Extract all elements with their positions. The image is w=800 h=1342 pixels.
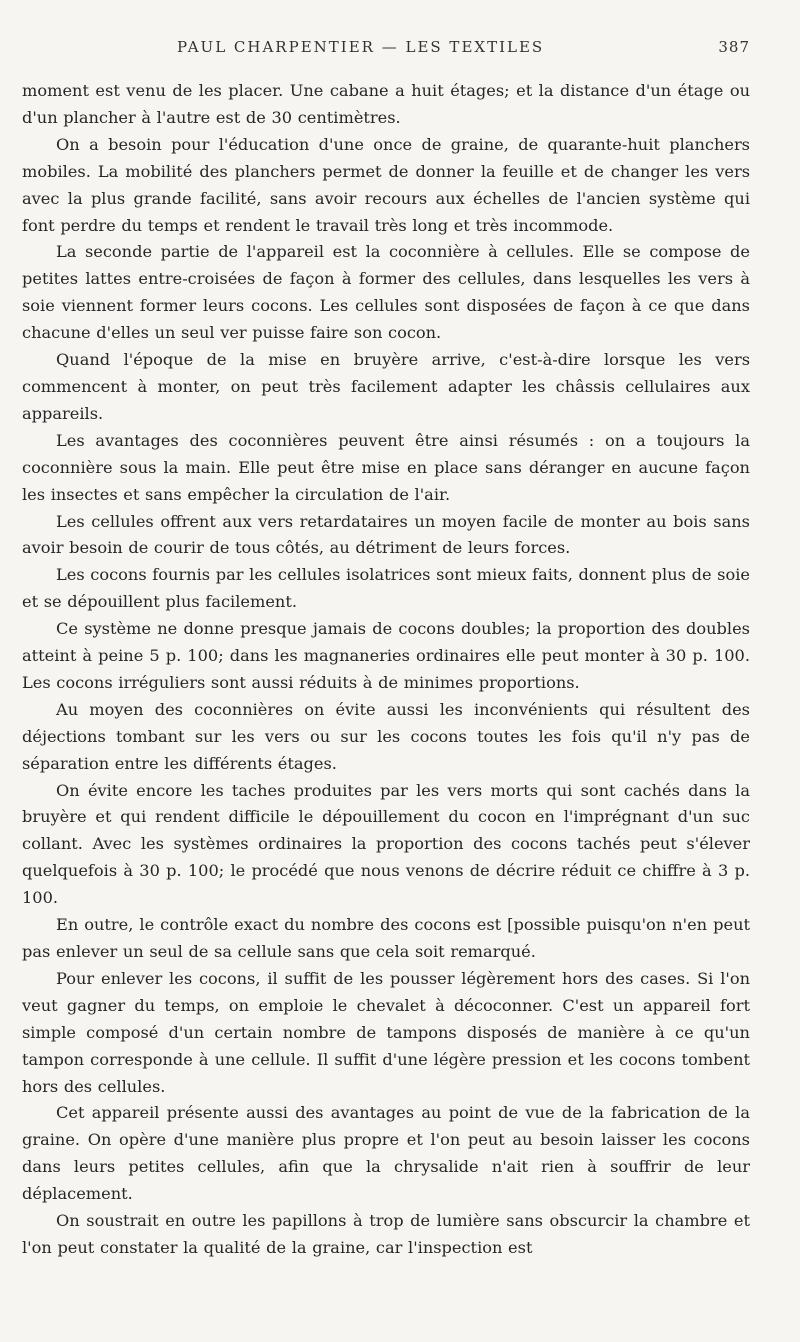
page-number: 387 bbox=[718, 38, 750, 56]
paragraph: On a besoin pour l'éducation d'une once de graine, de quarante-huit planchers mobiles. La mobilité des planchers permet de donner la feuille et de changer les vers avec la plus grande facilité, sans avoir recours aux échelles de l'ancien système qui font perdre du temps et rendent le travail très long et très incommode. bbox=[22, 134, 750, 235]
paragraph: On évite encore les taches produites par les vers morts qui sont cachés dans la bruyère et qui rendent difficile le dépouillement du cocon en l'imprégnant d'un suc collant. Avec les systèmes ordinaires la proportion des cocons tachés peut s'élever quelquefois à 30 p. 100; le procédé que nous venons de décrire réduit ce chiffre à 3 p. 100. bbox=[22, 780, 750, 908]
paragraph: Pour enlever les cocons, il suffit de les pousser légèrement hors des cases. Si l'on veut gagner du temps, on emploie le chevalet à décoconner. C'est un appareil fort simple composé d'un certain nombre de tampons disposés de manière à ce qu'un tampon corresponde à une cellule. Il suffit d'une légère pression et les cocons tombent hors des cellules. bbox=[22, 968, 750, 1096]
paragraph: Les cellules offrent aux vers retardataires un moyen facile de monter au bois sans avoir besoin de courir de tous côtés, au détriment de leurs forces. bbox=[22, 511, 750, 558]
paragraph: En outre, le contrôle exact du nombre des cocons est [possible puisqu'on n'en peut pas enlever un seul de sa cellule sans que cela soit remarqué. bbox=[22, 915, 750, 961]
body-text bbox=[22, 78, 750, 1262]
paragraph: Au moyen des coconnières on évite aussi les inconvénients qui résultent des déjections tombant sur les vers ou sur les cocons toutes les fois qu'il n'y pas de séparation entre les différents étages. bbox=[22, 699, 750, 773]
paragraph: Les avantages des coconnières peuvent être ainsi résumés : on a toujours la coconnière sous la main. Elle peut être mise en place sans déranger en aucune façon les insectes et sans empêcher la circulation de l'air. bbox=[22, 430, 750, 504]
paragraph: Cet appareil présente aussi des avantages au point de vue de la fabrication de la graine. On opère d'une manière plus propre et l'on peut au besoin laisser les cocons dans leurs petites cellules, afin que la chrysalide n'ait rien à souffrir de leur déplacement. bbox=[22, 1103, 750, 1204]
running-head bbox=[22, 38, 750, 62]
paragraph: Ce système ne donne presque jamais de cocons doubles; la proportion des doubles atteint à peine 5 p. 100; dans les magnaneries ordinaires elle peut monter à 30 p. 100. Les cocons irréguliers sont aussi réduits à de minimes proportions. bbox=[22, 619, 750, 692]
paragraph: On soustrait en outre les papillons à trop de lumière sans obscurcir la chambre et l'on peut constater la qualité de la graine, car l'inspection est bbox=[22, 1211, 750, 1257]
paragraph-continued: moment est venu de les placer. Une cabane a huit étages; et la distance d'un étage ou d'un plancher à l'autre est de 30 centimètres. bbox=[22, 81, 750, 127]
running-title: PAUL CHARPENTIER — LES TEXTILES bbox=[177, 38, 545, 56]
paragraph: Quand l'époque de la mise en bruyère arrive, c'est-à-dire lorsque les vers commencent à monter, on peut très facilement adapter les châssis cellulaires aux appareils. bbox=[22, 350, 750, 423]
paragraph: Les cocons fournis par les cellules isolatrices sont mieux faits, donnent plus de soie et se dépouillent plus facilement. bbox=[22, 565, 750, 612]
paragraph: La seconde partie de l'appareil est la coconnière à cellules. Elle se compose de petites lattes entre-croisées de façon à former des cellules, dans lesquelles les vers à soie viennent former leurs cocons. Les cellules sont disposées de façon à ce que dans chacune d'elles un seul ver puisse faire son cocon. bbox=[22, 242, 750, 343]
